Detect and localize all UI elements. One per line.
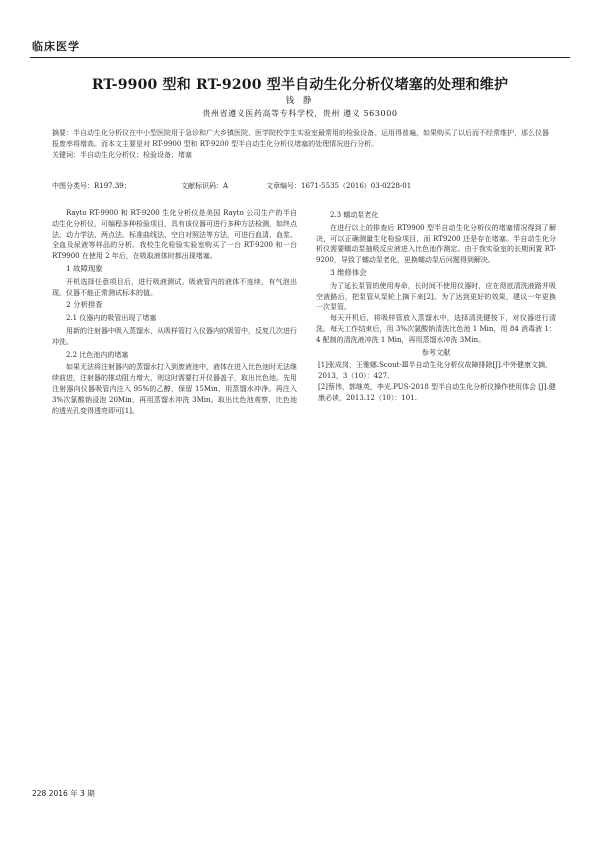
header-divider xyxy=(30,57,570,58)
article-number: 文章编号：1671-5535（2016）03-0228-01 xyxy=(266,182,412,190)
section-2-3-heading: 2.3 蠕动泵老化 xyxy=(330,211,379,219)
abstract-text: 摘要：半自动生化分析仪在中小型医院用于急诊和广大乡镇医院、医学院校学生实验室最常用的检验设备。运用得普遍，如果购买了以后而不经常维护，那么仪器报废率将增高。而本文主要是对 RT-9900 型和 RT-9200 型半自动生化分析仪堵塞的处理情况进行分析。 xyxy=(52,129,549,148)
page-footer: 228 2016 年 3 期 xyxy=(32,789,95,798)
article-author: 钱 静 xyxy=(285,96,315,106)
section-3-heading: 3 维修体会 xyxy=(330,267,367,277)
clc-number: 中图分类号：R197.39； xyxy=(52,182,131,190)
section-2-3-text: 在进行以上的排查后 RT9900 型半自动生化分析仪的堵塞情况得到了解决，可以正确测量生化检验项目，而 RT9200 还是存在堵塞。半自动生化分析仪需要蠕动泵抽吸反应液进入比色池作测定。由于我实验室的长期闲置 RT-9200，导致了蠕动泵老化，更换蠕动泵后问题得到解决。 xyxy=(316,223,556,265)
left-column xyxy=(52,208,297,416)
section-3-text-1: 为了延长泵管的使用寿命，长时间不使用仪器时，应在彻底清洗液路并吸空液路后，把泵管从泵轮上摘下来[2]。为了达到更好的效果，建议一年更换一次泵管。 xyxy=(316,281,556,312)
section-1-heading: 1 故障现象 xyxy=(66,263,103,273)
abstract-block xyxy=(52,128,552,161)
reference-2: [2]蔡伟，郭继英，李光.PUS-2018 型半自动生化分析仪操作使用体会 [J].健康必读，2013.12（10）：101. xyxy=(318,382,556,402)
section-2-1-heading: 2.1 仪器内的吸管出现了堵塞 xyxy=(66,314,157,323)
section-2-2-text: 如果无法将注射器内的蒸馏水打入到废液池中，液体在进入比色池时无法继续前进，注射器的推动阻力增大，则这时需要打开仪器盖子，取出比色池。先用注射器向仪器吸管内注入 95%的乙醇，保留 15Min，用蒸馏水冲净。再注入 3%次氯酸钠浸泡 20Min，再用蒸馏水冲洗 3Min。取出比色池观察，比色池的透光孔变得透亮即可[1]。 xyxy=(52,363,297,415)
section-3-text-2: 每天开机后，将吸样管放入蒸馏水中，选择清洗键按下，对仪器进行清洗。每天工作结束后，用 3%次氯酸钠清洗比色池 1 Min，用 84 消毒液 1：4 配制的清洗液冲洗 1 Min，再用蒸馏水冲洗 3Min。 xyxy=(316,314,556,344)
document-code: 文献标识码：A xyxy=(181,182,229,190)
article-title: RT-9900 型和 RT-9200 型半自动生化分析仪堵塞的处理和维护 xyxy=(91,77,509,93)
intro-paragraph: Rayto RT-9900 和 RT-9200 生化分析仪是美国 Rayto 公司生产的半自动生化分析仪，可编程多种检验项目，具有该仪器可进行多种方法检测，如终点法、动力学法、两点法、标准曲线法、空白对照法等方法，可进行血清、血浆、全血及尿液等样品的分析。我校生化检验实验室购买了一台 RT-9200 和一台 RT9900 在使用 2 年后，在吸取液体时都出现堵塞。 xyxy=(52,209,297,261)
section-1-text: 开机选择任意项目后，进行吸液测试。吸液管内的液体不连续，有气泡出现。仪器不能正常测试标本的值。 xyxy=(52,277,297,297)
author-affiliation: 贵州省遵义医药高等专科学校，贵州 遵义 563000 xyxy=(202,109,398,118)
journal-section-label: 临床医学 xyxy=(32,40,80,53)
right-column xyxy=(316,208,556,404)
section-2-2-heading: 2.2 比色池内的堵塞 xyxy=(66,350,129,359)
reference-1: [1]张成岗，王雅娜.Scout-Ⅲ半自动生化分析仪故障排除[J].中外健康文摘，2013，3（10）：427. xyxy=(318,361,553,381)
references-heading: 参考文献 xyxy=(421,347,451,357)
section-2-heading: 2 分析排查 xyxy=(66,300,103,310)
section-2-1-text: 用新的注射器中吸入蒸馏水，从吸样管打入仪器内的吸管中，反复几次进行冲洗。 xyxy=(52,326,297,346)
keywords: 关键词：半自动生化分析仪；检验设备；堵塞 xyxy=(52,151,192,159)
